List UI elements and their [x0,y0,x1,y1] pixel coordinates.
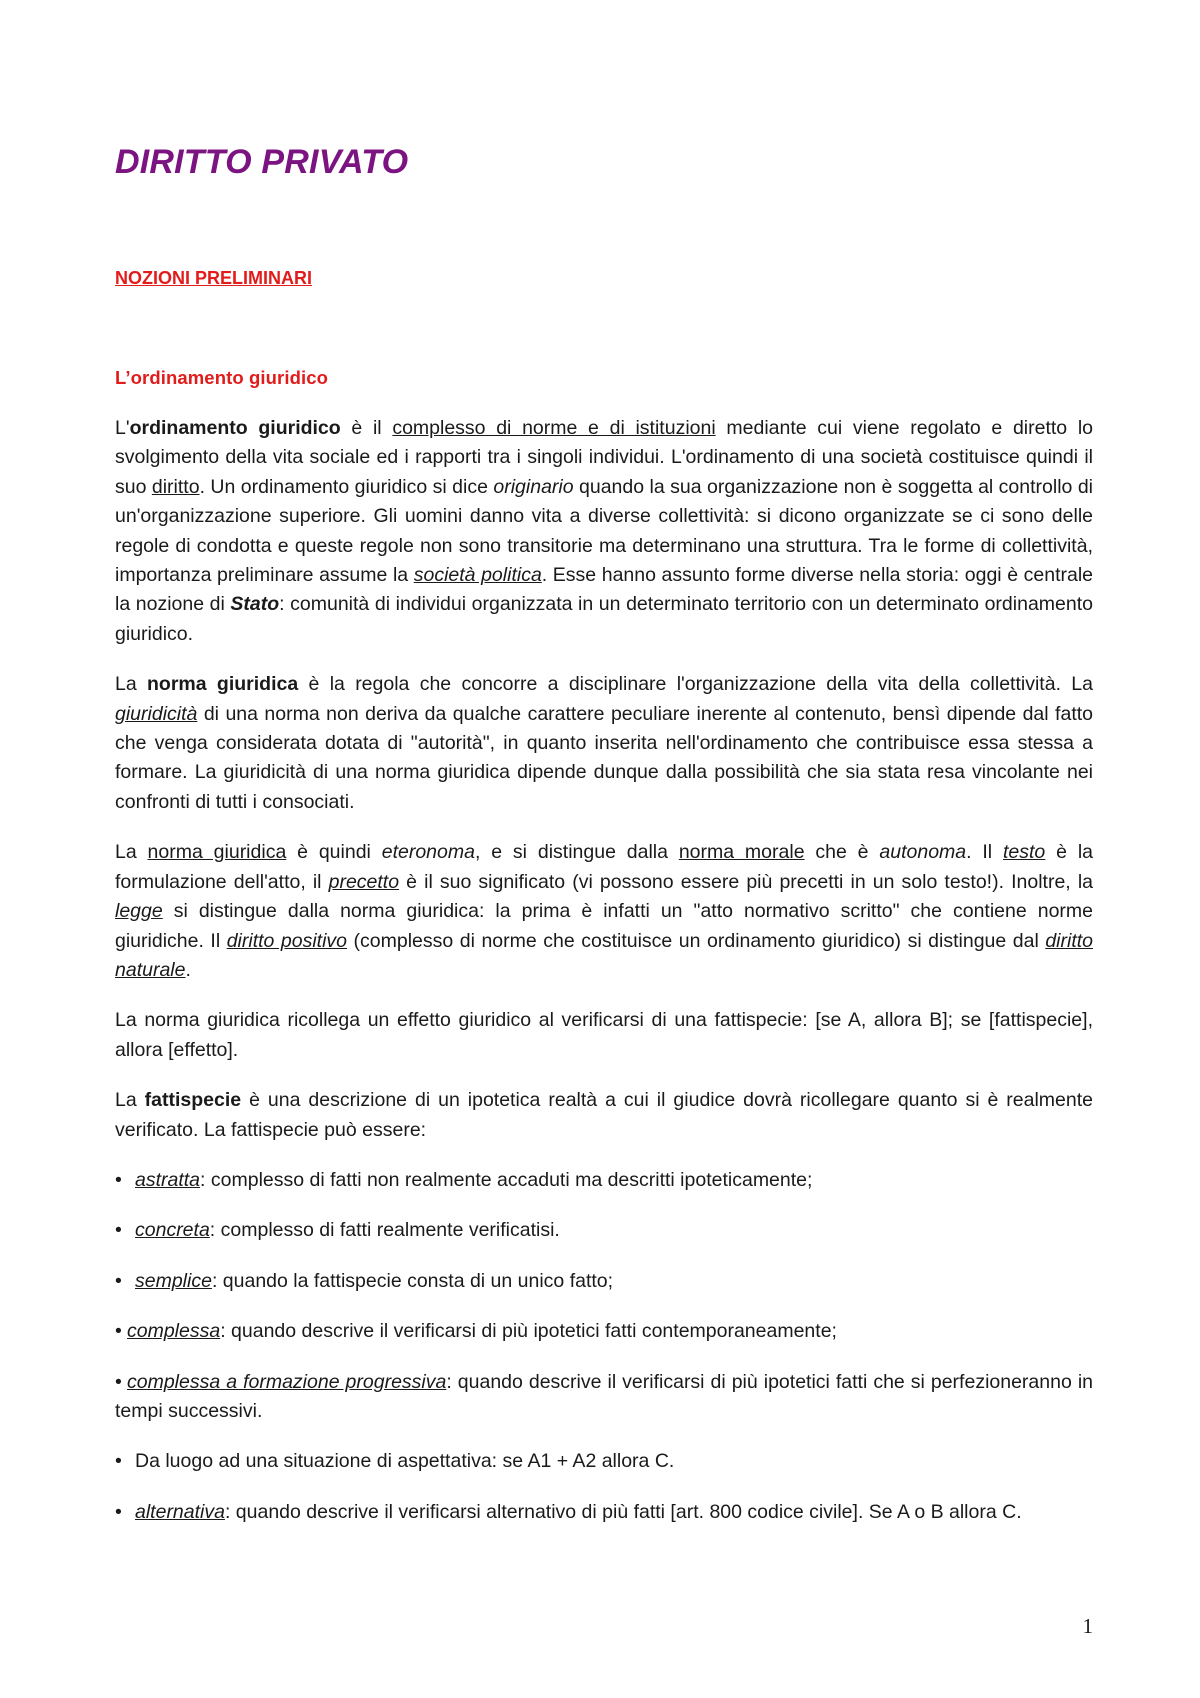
text-run: La [115,1089,145,1112]
text-run: mediante cui viene regolato e diretto lo svolgimento della vita sociale ed i rapporti tra i singoli individui. L'ordinamento di una società costituisce quindi il suo [115,417,1094,498]
underlined-italic-term: complessa a formazione progressiva [127,1370,447,1393]
italic-term: originario [493,475,574,498]
list-item-complessa [115,1317,1093,1346]
text-run: . Il [966,841,1003,864]
underlined-italic-term: società politica [413,564,542,587]
italic-term: autonoma [879,841,967,864]
text-run: è la formulazione dell'atto, il [115,841,1094,893]
text-run: : complesso di fatti realmente verificatisi. [209,1219,560,1242]
text-run: che è [804,841,880,864]
text-run: è il [340,417,393,439]
text-run: : quando descrive il verificarsi di più ipotetici fatti che si perfezioneranno in tempi successivi. [115,1370,1093,1422]
italic-term: eteronoma [381,841,475,864]
bold-term: norma giuridica [147,673,299,696]
paragraph-fattispecie [115,1086,1093,1145]
underlined-term: norma morale [678,841,805,864]
list-item-alternativa [115,1498,1093,1527]
underlined-term: complesso di norme e di istituzioni [392,417,716,439]
text-run: . Esse hanno assunto forme diverse nella storia: oggi è centrale la nozione di [115,564,1094,616]
bullet-icon: • [115,1370,122,1393]
bold-term: fattispecie [144,1089,242,1112]
text-run: è una descrizione di un ipotetica realtà a cui il giudice dovrà ricollegare quanto si è realmente verificato. La fattispecie può essere: [115,1089,1094,1141]
text-run: quando la sua organizzazione non è soggetta al controllo di un'organizzazione superiore. Gli uomini danno vita a diverse collettività: si dicono organizzate se ci sono delle regole di condotta e queste regole non sono transitorie ma determinano una struttura. Tra le forme di collettività, importanza preliminare assume la [115,475,1093,587]
paragraph-ordinamento [115,414,1093,649]
text-run: : comunità di individui organizzata in un determinato territorio con un determinato ordinamento giuridico. [115,593,1093,645]
underlined-italic-term: giuridicità [115,702,198,725]
underlined-italic-term: testo [1003,841,1046,864]
underlined-italic-term: astratta [135,1168,201,1191]
text-run: Da luogo ad una situazione di aspettativa: se A1 + A2 allora C. [135,1450,675,1473]
bullet-icon: • [115,1219,122,1242]
underlined-italic-term: diritto naturale [115,929,1093,981]
text-run: , e si distingue dalla [474,841,679,864]
text-run: . Un ordinamento giuridico si dice [199,475,494,498]
bullet-icon: • [115,1500,122,1523]
bold-term: ordinamento giuridico [129,417,341,439]
paragraph-eteronoma [115,838,1093,985]
underlined-italic-term: legge [115,900,163,923]
underlined-italic-term: semplice [135,1269,212,1292]
text-run: di una norma non deriva da qualche carattere peculiare inerente al contenuto, bensì dipende dal fatto che venga considerata dotata di "autorità", in quanto inserita nell'ordinamento che contribuisce essa stessa a formare. La giuridicità di una norma giuridica dipende dunque dalla possibilità che sia stata resa vincolante nei confronti di tutti i consociati. [115,702,1093,813]
text-run: è la regola che concorre a disciplinare l'organizzazione della vita della collettività. La [298,673,1093,696]
underlined-italic-term: complessa [127,1320,221,1343]
text-run: : quando descrive il verificarsi di più ipotetici fatti contemporaneamente; [220,1320,837,1343]
text-run: si distingue dalla norma giuridica: la prima è infatti un "atto normativo scritto" che contiene norme giuridiche. Il [115,900,1093,952]
section-heading: NOZIONI PRELIMINARI [115,268,312,288]
text-run: La [115,673,148,696]
underlined-italic-term: alternativa [135,1500,225,1523]
subsection-heading: L’ordinamento giuridico [115,367,328,388]
page-number: 1 [1082,1614,1093,1638]
underlined-term: diritto [151,475,200,498]
paragraph-effetto: La norma giuridica ricollega un effetto giuridico al verificarsi di una fattispecie: [se A, allora B]; se [fattispecie], allora [effetto]. [115,1009,1093,1061]
text-run: . [185,958,191,981]
text-run: è quindi [286,841,382,864]
underlined-italic-term: concreta [135,1219,210,1242]
text-run: : quando descrive il verificarsi alternativo di più fatti [art. 800 codice civile]. Se A o B allora C. [224,1500,1022,1523]
text-run: : quando la fattispecie consta di un unico fatto; [211,1269,614,1292]
underlined-italic-term: diritto positivo [226,929,348,952]
list-item-concreta [115,1216,1093,1245]
text-run: L' [115,417,130,439]
list-item-astratta [115,1166,1093,1195]
list-item-complessa-progressiva [115,1368,1093,1427]
list-item-aspettativa [115,1447,1093,1476]
document-title: DIRITTO PRIVATO [115,143,409,181]
paragraph-norma-giuridica [115,670,1093,817]
text-run: è il suo significato (vi possono essere più precetti in un solo testo!). Inoltre, la [399,870,1093,893]
body-text [115,414,1093,1548]
text-run: La [115,841,148,864]
bullet-icon: • [115,1450,122,1473]
underlined-term: norma giuridica [147,841,287,864]
bold-italic-term: Stato [230,593,280,616]
bullet-icon: • [115,1168,122,1191]
underlined-italic-term: precetto [328,870,400,893]
text-run: (complesso di norme che costituisce un ordinamento giuridico) si distingue dal [347,929,1046,952]
text-run: : complesso di fatti non realmente accaduti ma descritti ipoteticamente; [200,1168,813,1191]
bullet-icon: • [115,1269,122,1292]
list-item-semplice [115,1267,1093,1296]
bullet-icon: • [115,1320,122,1343]
